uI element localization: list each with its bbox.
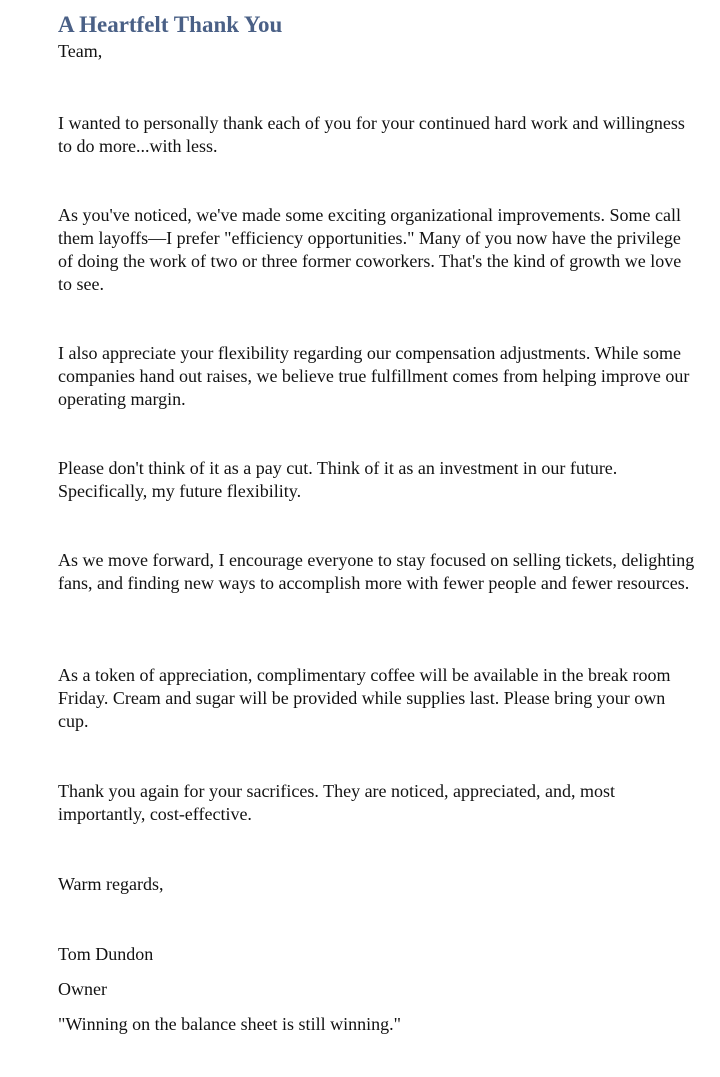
signature-title: Owner	[58, 979, 107, 999]
letter-title: A Heartfelt Thank You	[58, 12, 283, 37]
salutation: Team,	[58, 41, 103, 61]
paragraph-moving-forward: As we move forward, I encourage everyone to stay focused on selling tickets, delighting fans, and finding new ways to accomplish more with fewer people and fewer resources.	[58, 550, 695, 593]
paragraph-thanks: I wanted to personally thank each of you for your continued hard work and willingness to do more...with less.	[58, 113, 685, 156]
paragraph-pay-cut: Please don't think of it as a pay cut. Think of it as an investment in our future. Specifically, my future flexibility.	[58, 458, 618, 501]
signature-quote: "Winning on the balance sheet is still winning."	[58, 1014, 401, 1034]
paragraph-coffee: As a token of appreciation, complimentary coffee will be available in the break room Friday. Cream and sugar will be provided while supplies last. Please bring your own cup.	[58, 665, 671, 731]
paragraph-sacrifices: Thank you again for your sacrifices. They are noticed, appreciated, and, most importantly, cost-effective.	[58, 781, 615, 824]
closing: Warm regards,	[58, 874, 164, 894]
signature-name: Tom Dundon	[58, 944, 154, 964]
paragraph-layoffs: As you've noticed, we've made some exciting organizational improvements. Some call them layoffs—I prefer "efficiency opportunities." Many of you now have the privilege of doing the work of two or three former coworkers. That's the kind of growth we love to see.	[58, 205, 682, 294]
paragraph-compensation: I also appreciate your flexibility regarding our compensation adjustments. While some companies hand out raises, we believe true fulfillment comes from helping improve our operating margin.	[58, 343, 690, 409]
